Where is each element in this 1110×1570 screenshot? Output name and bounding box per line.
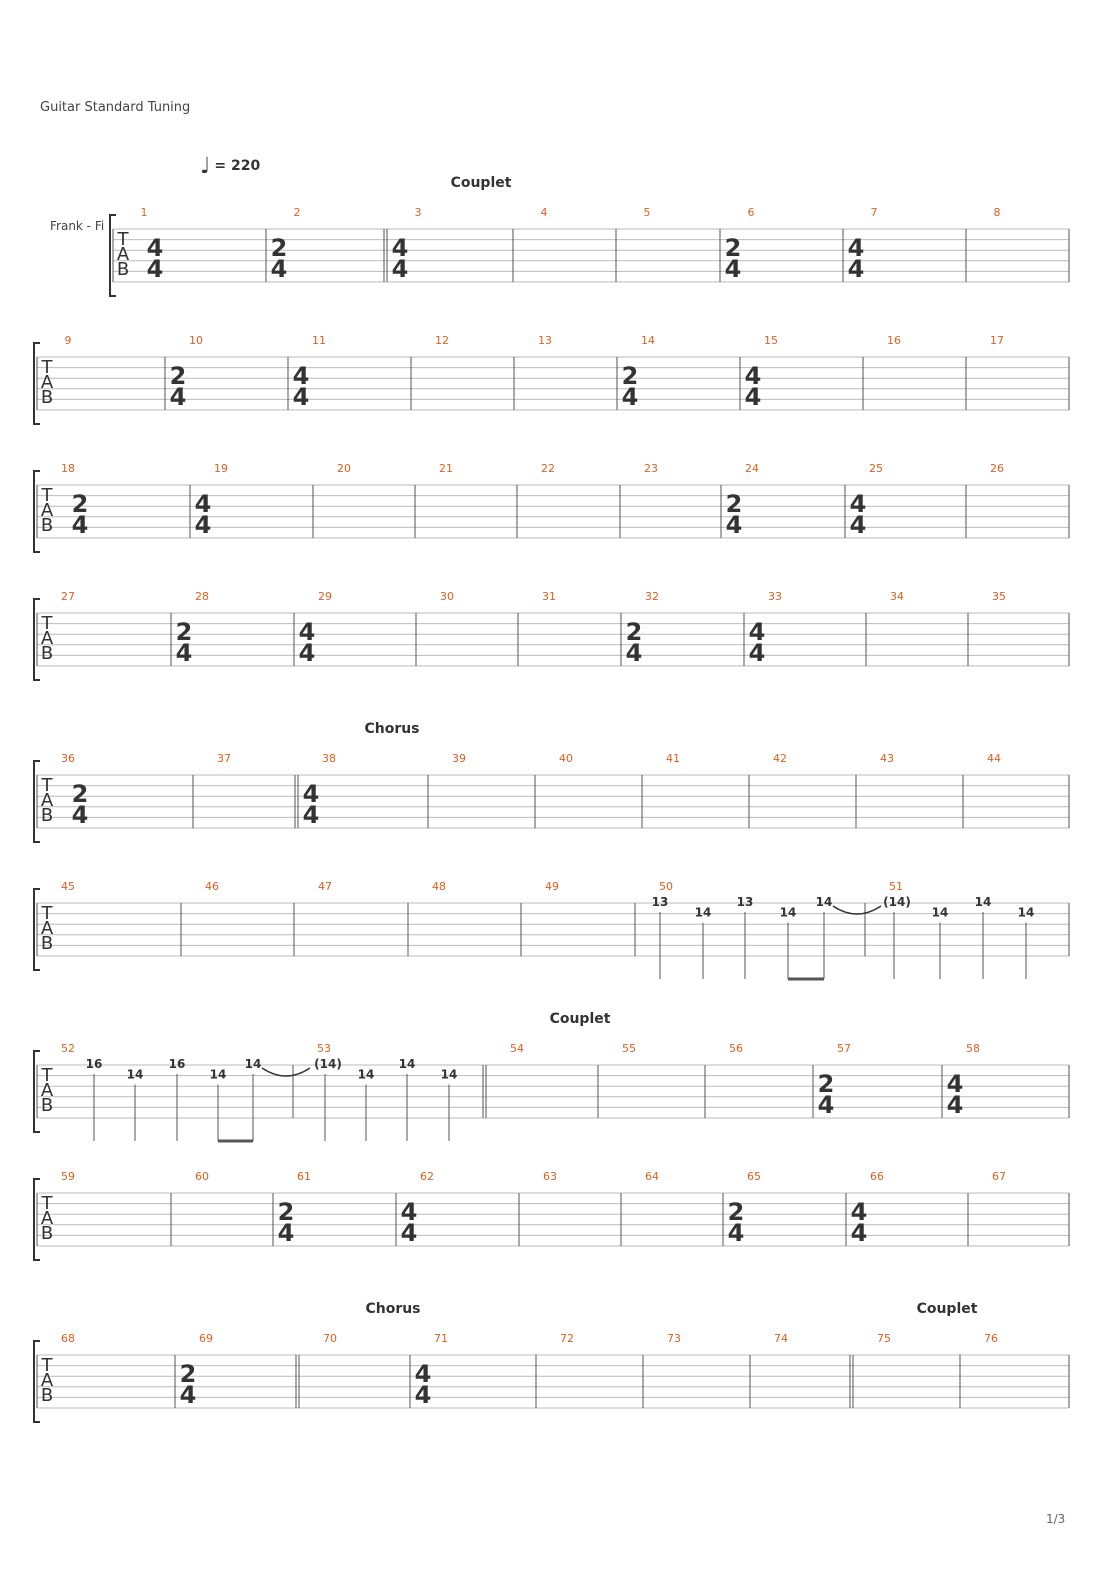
measure-number: 71 [434,1332,448,1345]
tab-clef-letter: A [40,918,54,939]
measure-number: 4 [540,206,548,219]
time-signature-numerator: 2 [727,1198,745,1226]
measure-number: 38 [322,752,336,765]
measure-number: 46 [205,880,219,893]
fret-number: 14 [694,905,712,920]
measure-number: 45 [61,880,75,893]
measure-number: 20 [337,462,351,475]
tab-clef-letter: B [40,1095,54,1116]
section-marker: Couplet [450,175,512,191]
time-signature-denominator: 4 [946,1091,964,1119]
tab-clef-letter: T [41,903,53,924]
measure-number: 13 [538,334,552,347]
measure-number: 43 [880,752,894,765]
tab-clef-letter: A [40,500,54,521]
measure-number: 51 [889,880,903,893]
measure-number: 75 [877,1332,891,1345]
time-signature-numerator: 4 [744,362,762,390]
time-signature-denominator: 4 [744,383,762,411]
measure-number: 57 [837,1042,851,1055]
time-signature-denominator: 4 [298,639,316,667]
time-signature-denominator: 4 [179,1381,197,1409]
fret-number: 14 [244,1057,262,1071]
fret-number: 14 [779,905,797,920]
tie-arc [262,1068,310,1076]
measure-number: 29 [318,590,332,603]
time-signature-numerator: 2 [71,490,89,518]
time-signature-denominator: 4 [194,511,212,539]
tab-clef-letter: B [40,643,54,664]
measure-number: 31 [542,590,556,603]
time-signature-denominator: 4 [71,801,89,829]
time-signature-numerator: 2 [724,234,742,262]
measure-number: 73 [667,1332,681,1345]
time-signature-denominator: 4 [847,255,865,283]
tab-clef-letter: T [41,1193,53,1214]
tab-clef-letter: B [40,1385,54,1406]
measure-number: 56 [729,1042,743,1055]
measure-number: 59 [61,1170,75,1183]
time-signature-denominator: 4 [724,255,742,283]
fret-number: 16 [168,1057,186,1071]
measure-number: 66 [870,1170,884,1183]
time-signature-denominator: 4 [414,1381,432,1409]
time-signature-denominator: 4 [292,383,310,411]
measure-number: 8 [993,206,1001,219]
measure-number: 42 [773,752,787,765]
measure-number: 27 [61,590,75,603]
measure-number: 48 [432,880,446,893]
measure-number: 33 [768,590,782,603]
time-signature-denominator: 4 [146,255,164,283]
tab-clef-letter: T [41,613,53,634]
tab-clef-letter: T [41,775,53,796]
time-signature-denominator: 4 [169,383,187,411]
fret-number: 14 [815,895,833,909]
tab-clef-letter: A [40,628,54,649]
tab-clef-letter: A [116,244,130,265]
section-marker: Couplet [916,1301,978,1317]
measure-number: 26 [990,462,1004,475]
measure-number: 44 [987,752,1001,765]
section-marker: Chorus [365,1301,421,1317]
time-signature-denominator: 4 [302,801,320,829]
time-signature-denominator: 4 [400,1219,418,1247]
time-signature-numerator: 4 [946,1070,964,1098]
measure-number: 12 [435,334,449,347]
measure-number: 9 [64,334,72,347]
time-signature-numerator: 2 [621,362,639,390]
measure-number: 50 [659,880,673,893]
time-signature-numerator: 4 [400,1198,418,1226]
time-signature-numerator: 2 [175,618,193,646]
measure-number: 36 [61,752,75,765]
fret-number: 14 [440,1067,458,1082]
quarter-note-icon: ♩ [200,154,211,179]
measure-number: 15 [764,334,778,347]
fret-number: 14 [1017,905,1035,920]
measure-number: 53 [317,1042,331,1055]
measure-number: 17 [990,334,1004,347]
time-signature-numerator: 4 [847,234,865,262]
time-signature-denominator: 4 [621,383,639,411]
time-signature-denominator: 4 [748,639,766,667]
measure-number: 25 [869,462,883,475]
tab-clef-letter: T [41,1065,53,1086]
time-signature-numerator: 4 [292,362,310,390]
time-signature-denominator: 4 [391,255,409,283]
time-signature-numerator: 4 [298,618,316,646]
tuning-label: Guitar Standard Tuning [40,100,191,115]
tempo-value: = 220 [214,158,261,174]
measure-number: 30 [440,590,454,603]
measure-number: 70 [323,1332,337,1345]
tab-clef-letter: B [40,805,54,826]
section-marker: Chorus [364,721,420,737]
measure-number: 19 [214,462,228,475]
time-signature-numerator: 2 [179,1360,197,1388]
measure-number: 10 [189,334,203,347]
measure-number: 62 [420,1170,434,1183]
measure-number: 69 [199,1332,213,1345]
time-signature-denominator: 4 [725,511,743,539]
time-signature-numerator: 4 [414,1360,432,1388]
measure-number: 35 [992,590,1006,603]
measure-number: 55 [622,1042,636,1055]
measure-number: 63 [543,1170,557,1183]
tab-clef-letter: T [41,357,53,378]
measure-number: 6 [747,206,755,219]
measure-number: 16 [887,334,901,347]
measure-number: 54 [510,1042,524,1055]
fret-number: 14 [974,895,992,909]
measure-number: 52 [61,1042,75,1055]
measure-number: 49 [545,880,559,893]
time-signature-numerator: 2 [169,362,187,390]
time-signature-numerator: 2 [71,780,89,808]
time-signature-denominator: 4 [849,511,867,539]
time-signature-denominator: 4 [625,639,643,667]
time-signature-numerator: 4 [849,490,867,518]
measure-number: 34 [890,590,904,603]
tab-clef-letter: A [40,1370,54,1391]
measure-number: 7 [870,206,878,219]
tab-clef-letter: B [40,933,54,954]
tab-clef-letter: T [117,229,129,250]
measure-number: 41 [666,752,680,765]
measure-number: 1 [140,206,148,219]
tab-clef-letter: T [41,1355,53,1376]
time-signature-denominator: 4 [727,1219,745,1247]
tab-clef-letter: A [40,790,54,811]
measure-number: 28 [195,590,209,603]
fret-number: 13 [651,895,669,909]
measure-number: 64 [645,1170,659,1183]
page-number: 1/3 [1046,1512,1066,1526]
time-signature-denominator: 4 [850,1219,868,1247]
fret-number: (14) [314,1057,342,1071]
fret-number: 14 [398,1057,416,1071]
instrument-name: Frank - Fi [50,219,105,233]
time-signature-numerator: 4 [146,234,164,262]
time-signature-numerator: 4 [302,780,320,808]
time-signature-denominator: 4 [175,639,193,667]
tab-clef-letter: A [40,1080,54,1101]
measure-number: 3 [414,206,422,219]
fret-number: (14) [883,895,911,909]
measure-number: 23 [644,462,658,475]
time-signature-denominator: 4 [277,1219,295,1247]
fret-number: 16 [85,1057,103,1071]
time-signature-numerator: 4 [194,490,212,518]
time-signature-denominator: 4 [817,1091,835,1119]
measure-number: 24 [745,462,759,475]
tab-clef-letter: B [40,515,54,536]
measure-number: 40 [559,752,573,765]
measure-number: 61 [297,1170,311,1183]
measure-number: 39 [452,752,466,765]
measure-number: 18 [61,462,75,475]
fret-number: 13 [736,895,754,909]
measure-number: 37 [217,752,231,765]
time-signature-numerator: 4 [850,1198,868,1226]
time-signature-numerator: 2 [625,618,643,646]
time-signature-numerator: 4 [748,618,766,646]
measure-number: 58 [966,1042,980,1055]
fret-number: 14 [357,1067,375,1082]
measure-number: 65 [747,1170,761,1183]
section-marker: Couplet [549,1011,611,1027]
time-signature-numerator: 2 [270,234,288,262]
time-signature-denominator: 4 [270,255,288,283]
tab-clef-letter: B [40,387,54,408]
measure-number: 47 [318,880,332,893]
measure-number: 76 [984,1332,998,1345]
measure-number: 60 [195,1170,209,1183]
measure-number: 5 [643,206,651,219]
fret-number: 14 [931,905,949,920]
fret-number: 14 [209,1067,227,1082]
measure-number: 67 [992,1170,1006,1183]
measure-number: 11 [312,334,326,347]
time-signature-numerator: 2 [817,1070,835,1098]
measure-number: 74 [774,1332,788,1345]
time-signature-denominator: 4 [71,511,89,539]
time-signature-numerator: 2 [725,490,743,518]
measure-number: 68 [61,1332,75,1345]
tab-clef-letter: B [116,259,130,280]
tie-arc [833,906,881,914]
time-signature-numerator: 2 [277,1198,295,1226]
fret-number: 14 [126,1067,144,1082]
tab-clef-letter: A [40,1208,54,1229]
measure-number: 22 [541,462,555,475]
tab-clef-letter: A [40,372,54,393]
measure-number: 14 [641,334,655,347]
measure-number: 21 [439,462,453,475]
time-signature-numerator: 4 [391,234,409,262]
tab-clef-letter: B [40,1223,54,1244]
tab-clef-letter: T [41,485,53,506]
measure-number: 32 [645,590,659,603]
measure-number: 72 [560,1332,574,1345]
measure-number: 2 [293,206,301,219]
